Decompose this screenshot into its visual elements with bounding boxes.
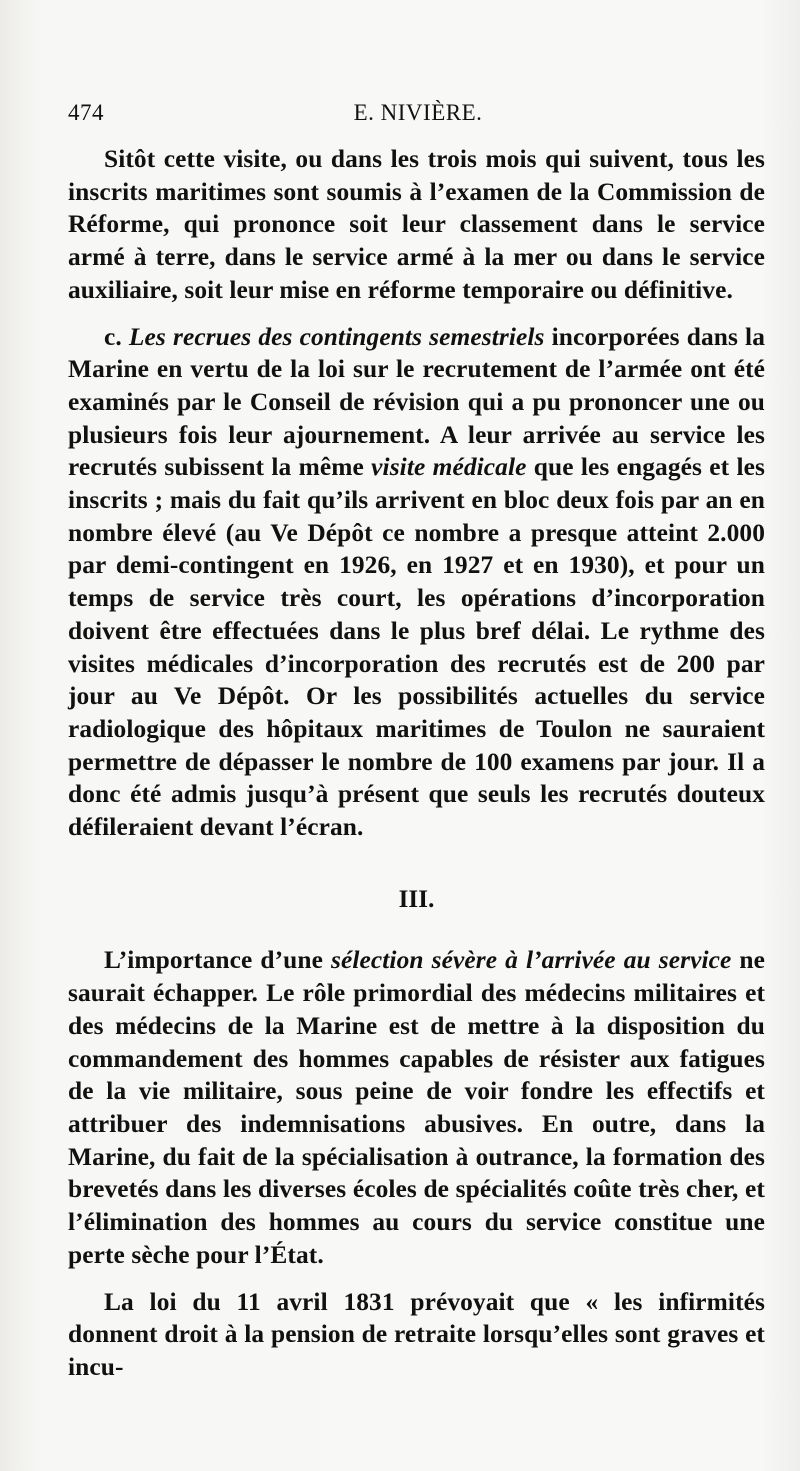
paragraph-3-text-b: ne saurait échapper. Le rôle primordial des médecins militaires et des médecins de la Marine est de mettre à la disposition du commandement des hommes capables de résister aux fatigues de la vie militaire, sous peine de voir fondre les effectifs et attribuer des indemnisations abusives. En outre, dans la Marine, du fait de la spécialisation à outrance, la formation des brevetés dans les diverses écoles de spécialités coûte très cher, et l’élimination des hommes au cours du service constitue une perte sèche pour l’État.	[68, 946, 765, 1269]
paragraph-3-italic: sélection sévère à l’arrivée au service	[331, 946, 732, 975]
body-text	[68, 143, 765, 1384]
paragraph-4: La loi du 11 avril 1831 prévoyait que « les infirmités donnent droit à la pension de retraite lorsqu’elles sont graves et incu-	[68, 1287, 765, 1381]
paragraph-2-italic-2: visite médicale	[371, 453, 527, 482]
paragraph-3	[68, 944, 765, 1271]
paragraph-2-text-b: que les engagés et les inscrits ; mais du fait qu’ils arrivent en bloc deux fois par an en nombre élevé (au Ve Dépôt ce nombre a presque atteint 2.000 par demi-contingent en 1926, en 1927 et en 1930), et pour un temps de service très court, les opérations d’incorporation doivent être effectuées dans le plus bref délai. Le rythme des visites médicales d’incorporation des recrutés est de 200 par jour au Ve Dépôt. Or les possibilités actuelles du service radiologique des hôpitaux maritimes de Toulon ne sauraient permettre de dépasser le nombre de 100 examens par jour. Il a donc été admis jusqu’à présent que seuls les recrutés douteux défileraient devant l’écran.	[68, 453, 765, 842]
paragraph-2-lead: c.	[104, 322, 129, 351]
page-number: 474	[68, 100, 104, 125]
paragraph-2-italic: Les recrues des contingents semestriels	[128, 322, 545, 351]
running-head: E. NIVIÈRE.	[353, 100, 483, 125]
paragraph-3-text-a: L’importance d’une	[104, 946, 332, 975]
paragraph-2-text-a: incorporées dans la Marine en vertu de la loi sur le recrutement de l’armée ont été examinés par le Conseil de révision qui a pu prononcer une ou plusieurs fois leur ajournement. A leur arrivée au service les recrutés subissent la même	[68, 322, 765, 482]
paragraph-1: Sitôt cette visite, ou dans les trois mois qui suivent, tous les inscrits maritimes sont soumis à l’examen de la Commission de Réforme, qui prononce soit leur classement dans le service armé à terre, dans le service armé à la mer ou dans le service auxiliaire, soit leur mise en réforme temporaire ou définitive.	[68, 145, 765, 304]
page-header	[68, 100, 768, 132]
paragraph-2	[68, 321, 765, 844]
section-heading: III.	[398, 885, 435, 913]
